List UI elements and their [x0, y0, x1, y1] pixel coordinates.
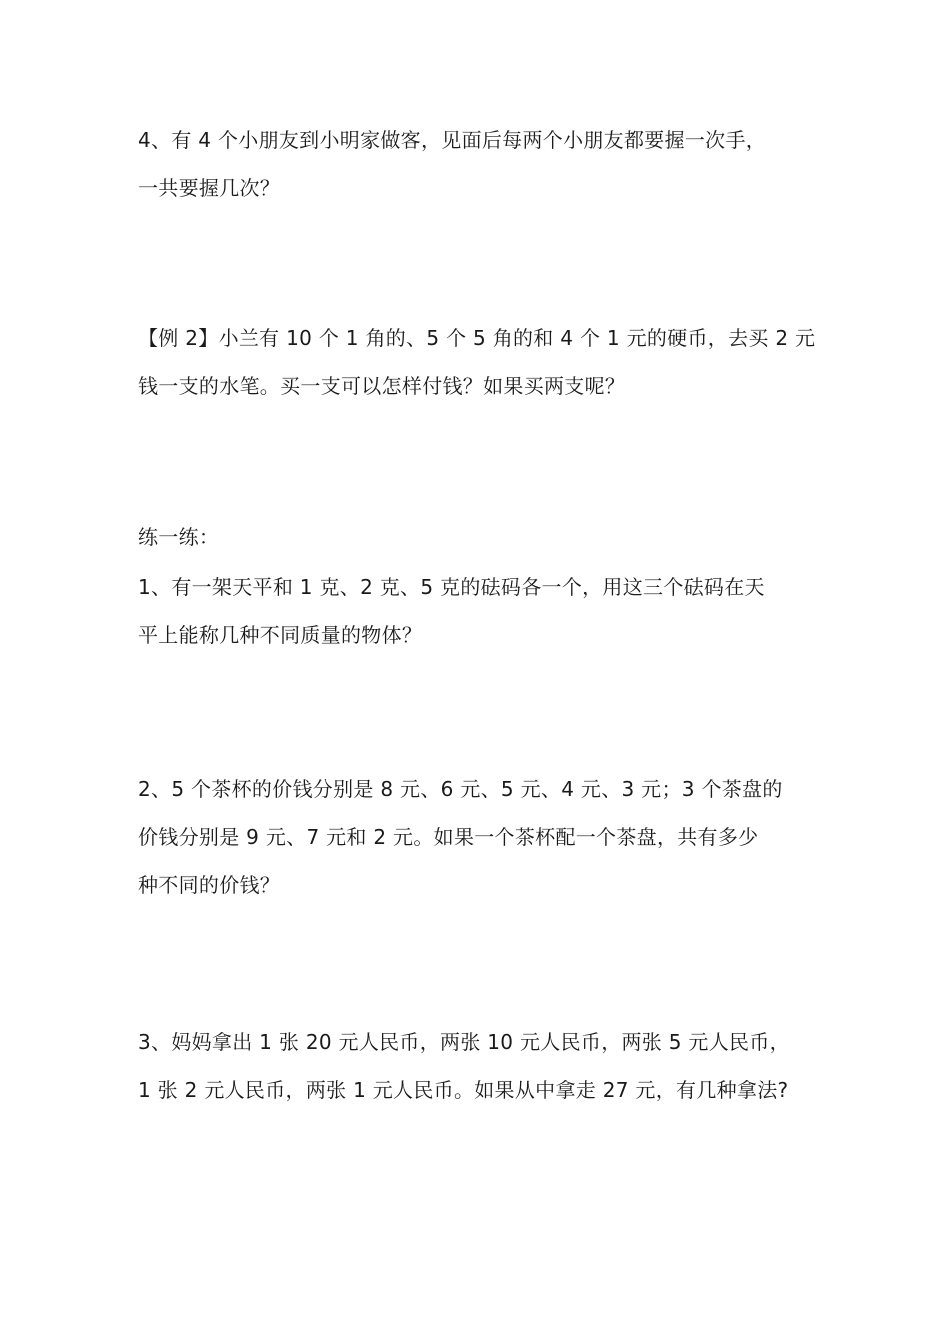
practice-problem-line: 平上能称几种不同质量的物体？ [138, 623, 423, 647]
practice-heading-text: 练一练： [138, 525, 220, 549]
practice-problem-line: 3、妈妈拿出 1 张 20 元人民币，两张 10 元人民币，两张 5 元人民币， [138, 1030, 790, 1054]
question-4 [138, 116, 828, 212]
practice-problem-line: 1 张 2 元人民币，两张 1 元人民币。如果从中拿走 27 元，有几种拿法? [138, 1078, 789, 1102]
practice-problem-2 [138, 765, 828, 909]
practice-problem-line: 2、5 个茶杯的价钱分别是 8 元、6 元、5 元、4 元、3 元；3 个茶盘的 [138, 777, 783, 801]
practice-problem-3 [138, 1018, 828, 1114]
practice-heading [138, 513, 828, 561]
practice-problem-1 [138, 563, 828, 659]
question-4-line: 4、有 4 个小朋友到小明家做客，见面后每两个小朋友都要握一次手， [138, 128, 767, 152]
practice-problem-line: 价钱分别是 9 元、7 元和 2 元。如果一个茶杯配一个茶盘，共有多少 [138, 825, 759, 849]
practice-problem-line: 种不同的价钱？ [138, 873, 281, 897]
example-2-line: 【例 2】小兰有 10 个 1 角的、5 个 5 角的和 4 个 1 元的硬币，去买 2 元 [138, 326, 816, 350]
practice-problem-line: 1、有一架天平和 1 克、2 克、5 克的砝码各一个，用这三个砝码在天 [138, 575, 765, 599]
example-2-line: 钱一支的水笔。买一支可以怎样付钱？如果买两支呢？ [138, 374, 626, 398]
question-4-line: 一共要握几次？ [138, 176, 281, 200]
example-2 [138, 314, 828, 410]
